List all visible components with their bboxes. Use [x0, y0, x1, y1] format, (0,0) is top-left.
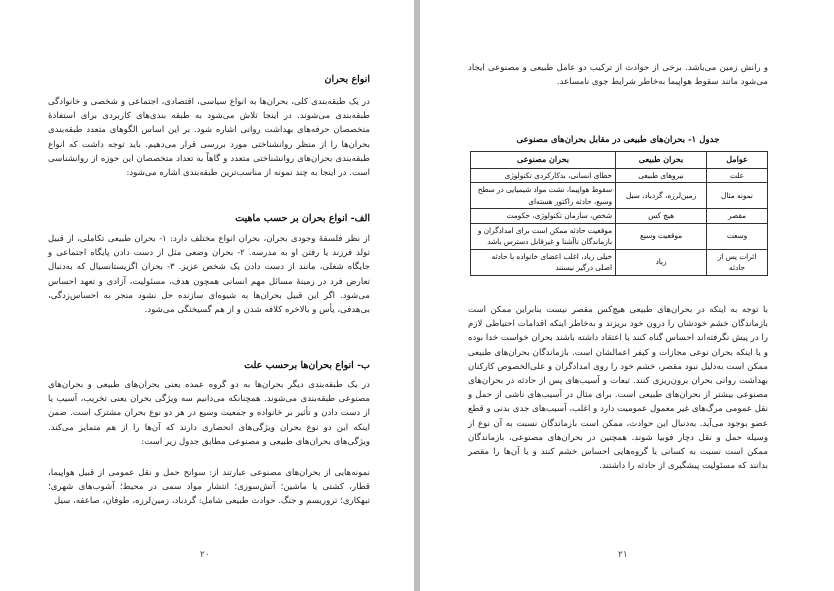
- heading-by-nature: الف- انواع بحران بر حسب ماهیت: [235, 213, 370, 224]
- heading-by-cause: ب- انواع بحران‌ها برحسب علت: [244, 360, 370, 371]
- paragraph-continuation: و رانش زمین می‌باشد. برخی از حوادث از ترکیب دو عامل طبیعی و مصنوعی ایجاد می‌شود مانند سقوط هواپیما به‌خاطر شرایط جوی نامساعد.: [468, 63, 768, 88]
- table-caption: جدول ۱- بحران‌های طبیعی در مقابل بحران‌های مصنوعی: [516, 135, 720, 145]
- table-row: [471, 249, 768, 275]
- paragraph-by-cause: در یک طبقه‌بندی دیگر بحران‌ها به دو گروه عمده یعنی بحران‌های طبیعی و بحران‌های مصنوعی طبقه‌بندی می‌شوند. همچنانکه می‌دانیم سه ویژگی بحران یعنی تخریب، آسیب یا از دست دادن و تأثیر بر خانواده و جمعیت وسیع در هر دو نوع بحران مشترک است. ضمن اینکه این دو نوع بحران ویژگی‌های انحصاری دارند که آن‌ها را از هم متمایز می‌کند. ویژگی‌های بحران‌های طبیعی و مصنوعی مطابق جدول زیر است:: [48, 380, 370, 447]
- table-cell-factor: مقصر: [707, 209, 768, 224]
- table-cell-factor: نمونه مثال: [707, 183, 768, 209]
- table-cell-manmade: موقعیت حادثه ممکن است برای امدادگران و بازماندگان ناآشنا و غیرقابل دسترس باشد: [471, 223, 616, 249]
- table-header-row: [471, 152, 768, 169]
- heading-types-of-crisis: انواع بحران: [324, 74, 370, 85]
- table-cell-factor: علت: [707, 168, 768, 183]
- page-number: ۲۰: [200, 550, 210, 560]
- table-header-natural: بحران طبیعی: [616, 152, 707, 169]
- table-cell-natural: نیروهای طبیعی: [616, 168, 707, 183]
- table-row: [471, 223, 768, 249]
- table-cell-natural: زمین‌لرزه، گردباد، سیل: [616, 183, 707, 209]
- table-cell-manmade: خیلی زیاد، اغلب اعضای خانواده با حادثه اصلی درگیر نیستند: [471, 249, 616, 275]
- right-page: [420, 0, 834, 591]
- table-cell-manmade: خطای انسانی، بدکارکردی تکنولوژی: [471, 168, 616, 183]
- paragraph-by-nature: از نظر فلسفهٔ وجودی بحران، بحران انواع مختلف دارد: ۱- بحران طبیعی تکاملی، از قبیل تولد فرزند یا رفتن او به مدرسه. ۲- بحران وضعی مثل از دست دادن پایگاه اجتماعی و جایگاه شغلی، مانند از دست دادن یک شخص عزیز. ۳- بحران اگزیستانسیال که به‌دنبال تعارض فرد در زمینهٔ مسائل مهم انسانی همچون هدف، مسئولیت، آزادی و تعهد احساس می‌شود. اگر این قبیل بحران‌ها به شیوه‌ای سازنده حل نشود منجر به احساس‌زدگی، بی‌هدفی، یأس و بالاخره کلافه شدن و از هم گسیختگی می‌شود.: [48, 234, 370, 316]
- paragraph-intro: در یک طبقه‌بندی کلی، بحران‌ها به انواع سیاسی، اقتصادی، اجتماعی و شخصی و خانوادگی طبقه‌بندی می‌شوند. در اینجا تلاش می‌شود به طبقه بندی‌های کاربردی برای استفادهٔ متخصصان حرفه‌های بهداشت روانی اشاره شود. بر این اساس الگوهای متعدد طبقه‌بندی بحران‌ها را از منظر روانشناختی مورد بررسی قرار می‌دهیم. باید توجه داشت که انواع طبقه‌بندی بحران‌های روانشناختی متعدد و گاهاً به تعداد متخصصان این حوزه از روانشناسی است. در اینجا به چند نمونه از مناسب‌ترین طبقه‌بندی اشاره می‌شود:: [48, 97, 370, 179]
- paragraph-discussion: با توجه به اینکه در بحران‌های طبیعی هیچ‌کس مقصر نیست بنابراین ممکن است بازماندگان خشم خودشان را درون خود بریزند و به‌خاطر اینکه اقدامات احتیاطی لازم را در پیش نگرفته‌اند احساس گناه کنند یا اعتقاد داشته باشند بحران خواست خدا بوده و یا اینکه بحران نوعی مجازات و کیفر اعمالشان است. بازماندگان بحران‌های طبیعی ممکن است به‌دلیل نبود مقصر، خشم خود را روی امدادگران و علی‌الخصوص کارکنان بهداشت روانی بحران برون‌ریزی کنند. تبعات و آسیب‌های پس از حادثه در بحران‌های مصنوعی بیشتر از بحران‌های طبیعی است. برای مثال در آسیب‌های ناشی از حمل و نقل عمومی مرگ‌های غیر معمول عمومیت دارد و اغلب، آسیب‌های جدی بدنی و قطع عضو بوجود می‌آید. به‌دنبال این حوادث، ممکن است بازماندگان نسبت به آن نوع از وسیله حمل و نقل دچار فوبیا شوند. همچنین در بحران‌های مصنوعی، بازماندگان ممکن است نسبت به کسانی یا گروه‌هایی احساس خشم کنند و یا آن‌ها را مقصر بدانند که مسئولیت پیشگیری از حادثه را داشتند.: [468, 305, 768, 472]
- table-header-factors: عوامل: [707, 152, 768, 169]
- crisis-comparison-table: [470, 151, 768, 276]
- table-row: [471, 168, 768, 183]
- table-cell-manmade: شخص، سازمان تکنولوژی، حکومت: [471, 209, 616, 224]
- table-header-manmade: بحران مصنوعی: [471, 152, 616, 169]
- table-cell-manmade: سقوط هواپیما، نشت مواد شیمیایی در سطح وسیع، حادثه راکتور هسته‌ای: [471, 183, 616, 209]
- table-cell-factor: وسعت: [707, 223, 768, 249]
- table-row: [471, 183, 768, 209]
- paragraph-examples: نمونه‌هایی از بحران‌های مصنوعی عبارتند از: سوانح حمل و نقل عمومی از قبیل هواپیما، قطار، کشتی یا ماشین؛ آتش‌سوزی؛ انتشار مواد سمی در محیط؛ آشوب‌های شهری؛ تبهکاری؛ تروریسم و جنگ. حوادث طبیعی شامل: گردباد، زمین‌لرزه، طوفان، صاعقه، سیل: [48, 468, 370, 507]
- left-page: [0, 0, 414, 591]
- table-row: [471, 209, 768, 224]
- table-cell-factor: اثرات پس از حادثه: [707, 249, 768, 275]
- table-cell-natural: زیاد: [616, 249, 707, 275]
- table-cell-natural: موقعیت وسیع: [616, 223, 707, 249]
- page-number: ۲۱: [618, 550, 628, 560]
- table-cell-natural: هیچ کس: [616, 209, 707, 224]
